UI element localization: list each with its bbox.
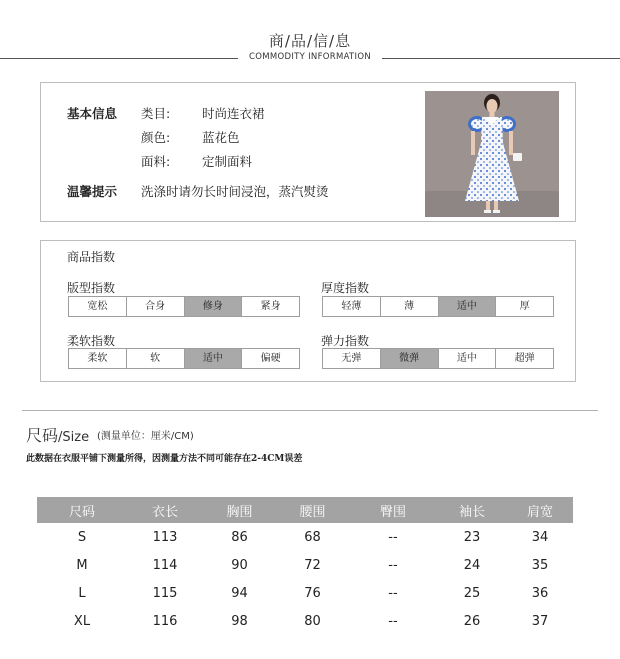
section-subtitle: COMMODITY INFORMATION xyxy=(248,52,371,62)
table-cell: -- xyxy=(388,529,398,545)
table-cell: -- xyxy=(388,557,398,573)
info-value-color: 蓝花色 xyxy=(202,130,240,145)
size-title xyxy=(26,423,89,446)
size-chart-table xyxy=(37,497,573,635)
basic-info-label: 基本信息 xyxy=(67,106,118,121)
fit-index-label: 版型指数 xyxy=(67,281,116,295)
table-cell: XL xyxy=(73,613,91,629)
fit-option-regular: 合身 xyxy=(126,297,184,316)
thickness-option-thick: 厚 xyxy=(495,297,553,316)
table-cell: -- xyxy=(388,613,398,629)
size-title-en: /Size xyxy=(58,430,90,445)
softness-option-stiff: 偏硬 xyxy=(241,349,299,368)
table-row xyxy=(37,579,573,607)
header-divider-right xyxy=(382,58,620,59)
info-key-color: 颜色: xyxy=(141,130,171,145)
info-value-category: 时尚连衣裙 xyxy=(202,106,265,121)
info-value-fabric: 定制面料 xyxy=(202,154,253,169)
fit-option-loose: 宽松 xyxy=(87,301,108,312)
thickness-index-scale xyxy=(322,296,554,317)
header-sleeve: 袖长 xyxy=(437,497,507,523)
info-key-fabric: 面料: xyxy=(141,154,171,169)
section-divider xyxy=(22,410,598,411)
table-row xyxy=(37,551,573,579)
softness-index-label: 柔软指数 xyxy=(67,334,116,348)
table-header-row xyxy=(37,497,573,523)
basic-info-panel xyxy=(40,82,576,222)
header-bust: 胸围 xyxy=(203,497,276,523)
product-photo xyxy=(425,91,559,217)
table-cell: 98 xyxy=(231,613,248,629)
table-cell: 34 xyxy=(531,529,549,545)
table-cell: 116 xyxy=(152,613,178,629)
softness-option-mild: 软 xyxy=(126,349,184,368)
info-key-category: 类目: xyxy=(141,106,171,121)
thickness-option-thin: 薄 xyxy=(380,297,438,316)
table-cell: 113 xyxy=(152,529,178,545)
header-waist: 腰围 xyxy=(276,497,349,523)
thickness-option-medium: 适中 xyxy=(438,297,496,316)
stretch-index-label: 弹力指数 xyxy=(321,334,370,348)
table-cell: 114 xyxy=(152,557,178,573)
measurement-disclaimer: 此数据在衣服平铺下测量所得，因测量方法不同可能存在2-4CM误差 xyxy=(26,454,303,464)
softness-index-scale xyxy=(68,348,300,369)
table-cell: 36 xyxy=(531,585,549,601)
fit-option-slim: 修身 xyxy=(184,297,242,316)
table-cell: M xyxy=(76,557,88,573)
table-row xyxy=(37,607,573,635)
care-tip-label: 温馨提示 xyxy=(67,184,118,199)
size-title-cn: 尺码 xyxy=(26,426,59,445)
fit-index-scale xyxy=(68,296,300,317)
table-cell: S xyxy=(77,529,87,545)
table-cell: L xyxy=(78,585,86,601)
thickness-option-light: 轻薄 xyxy=(341,301,362,312)
thickness-index-label: 厚度指数 xyxy=(321,281,370,295)
header-size: 尺码 xyxy=(37,497,127,523)
fit-option-tight: 紧身 xyxy=(241,297,299,316)
product-index-panel xyxy=(40,240,576,382)
table-cell: 86 xyxy=(231,529,248,545)
table-row xyxy=(37,523,573,551)
table-cell: 72 xyxy=(304,557,321,573)
table-cell: 26 xyxy=(463,613,481,629)
table-cell: -- xyxy=(388,585,398,601)
table-cell: 80 xyxy=(304,613,321,629)
stretch-option-none: 无弹 xyxy=(341,353,362,364)
table-cell: 115 xyxy=(152,585,178,601)
table-cell: 23 xyxy=(463,529,481,545)
table-cell: 76 xyxy=(304,585,321,601)
softness-option-soft: 柔软 xyxy=(87,353,108,364)
table-cell: 68 xyxy=(304,529,321,545)
table-cell: 37 xyxy=(531,613,549,629)
table-cell: 35 xyxy=(531,557,549,573)
product-index-heading: 商品指数 xyxy=(67,250,116,264)
section-title: 商/品/信/息 xyxy=(268,32,352,50)
table-cell: 25 xyxy=(463,585,481,601)
stretch-option-high: 超弹 xyxy=(495,349,553,368)
table-cell: 90 xyxy=(231,557,248,573)
header-length: 衣长 xyxy=(127,497,203,523)
size-unit-note: (测量单位：厘米/CM) xyxy=(97,431,194,442)
softness-option-medium: 适中 xyxy=(184,349,242,368)
stretch-index-scale xyxy=(322,348,554,369)
header-shoulder: 肩宽 xyxy=(507,497,573,523)
table-cell: 94 xyxy=(231,585,248,601)
table-cell: 24 xyxy=(463,557,481,573)
care-tip-text: 洗涤时请勿长时间浸泡，蒸汽熨烫 xyxy=(141,184,329,199)
stretch-option-medium: 适中 xyxy=(438,349,496,368)
header-hip: 臀围 xyxy=(349,497,437,523)
stretch-option-slight: 微弹 xyxy=(380,349,438,368)
